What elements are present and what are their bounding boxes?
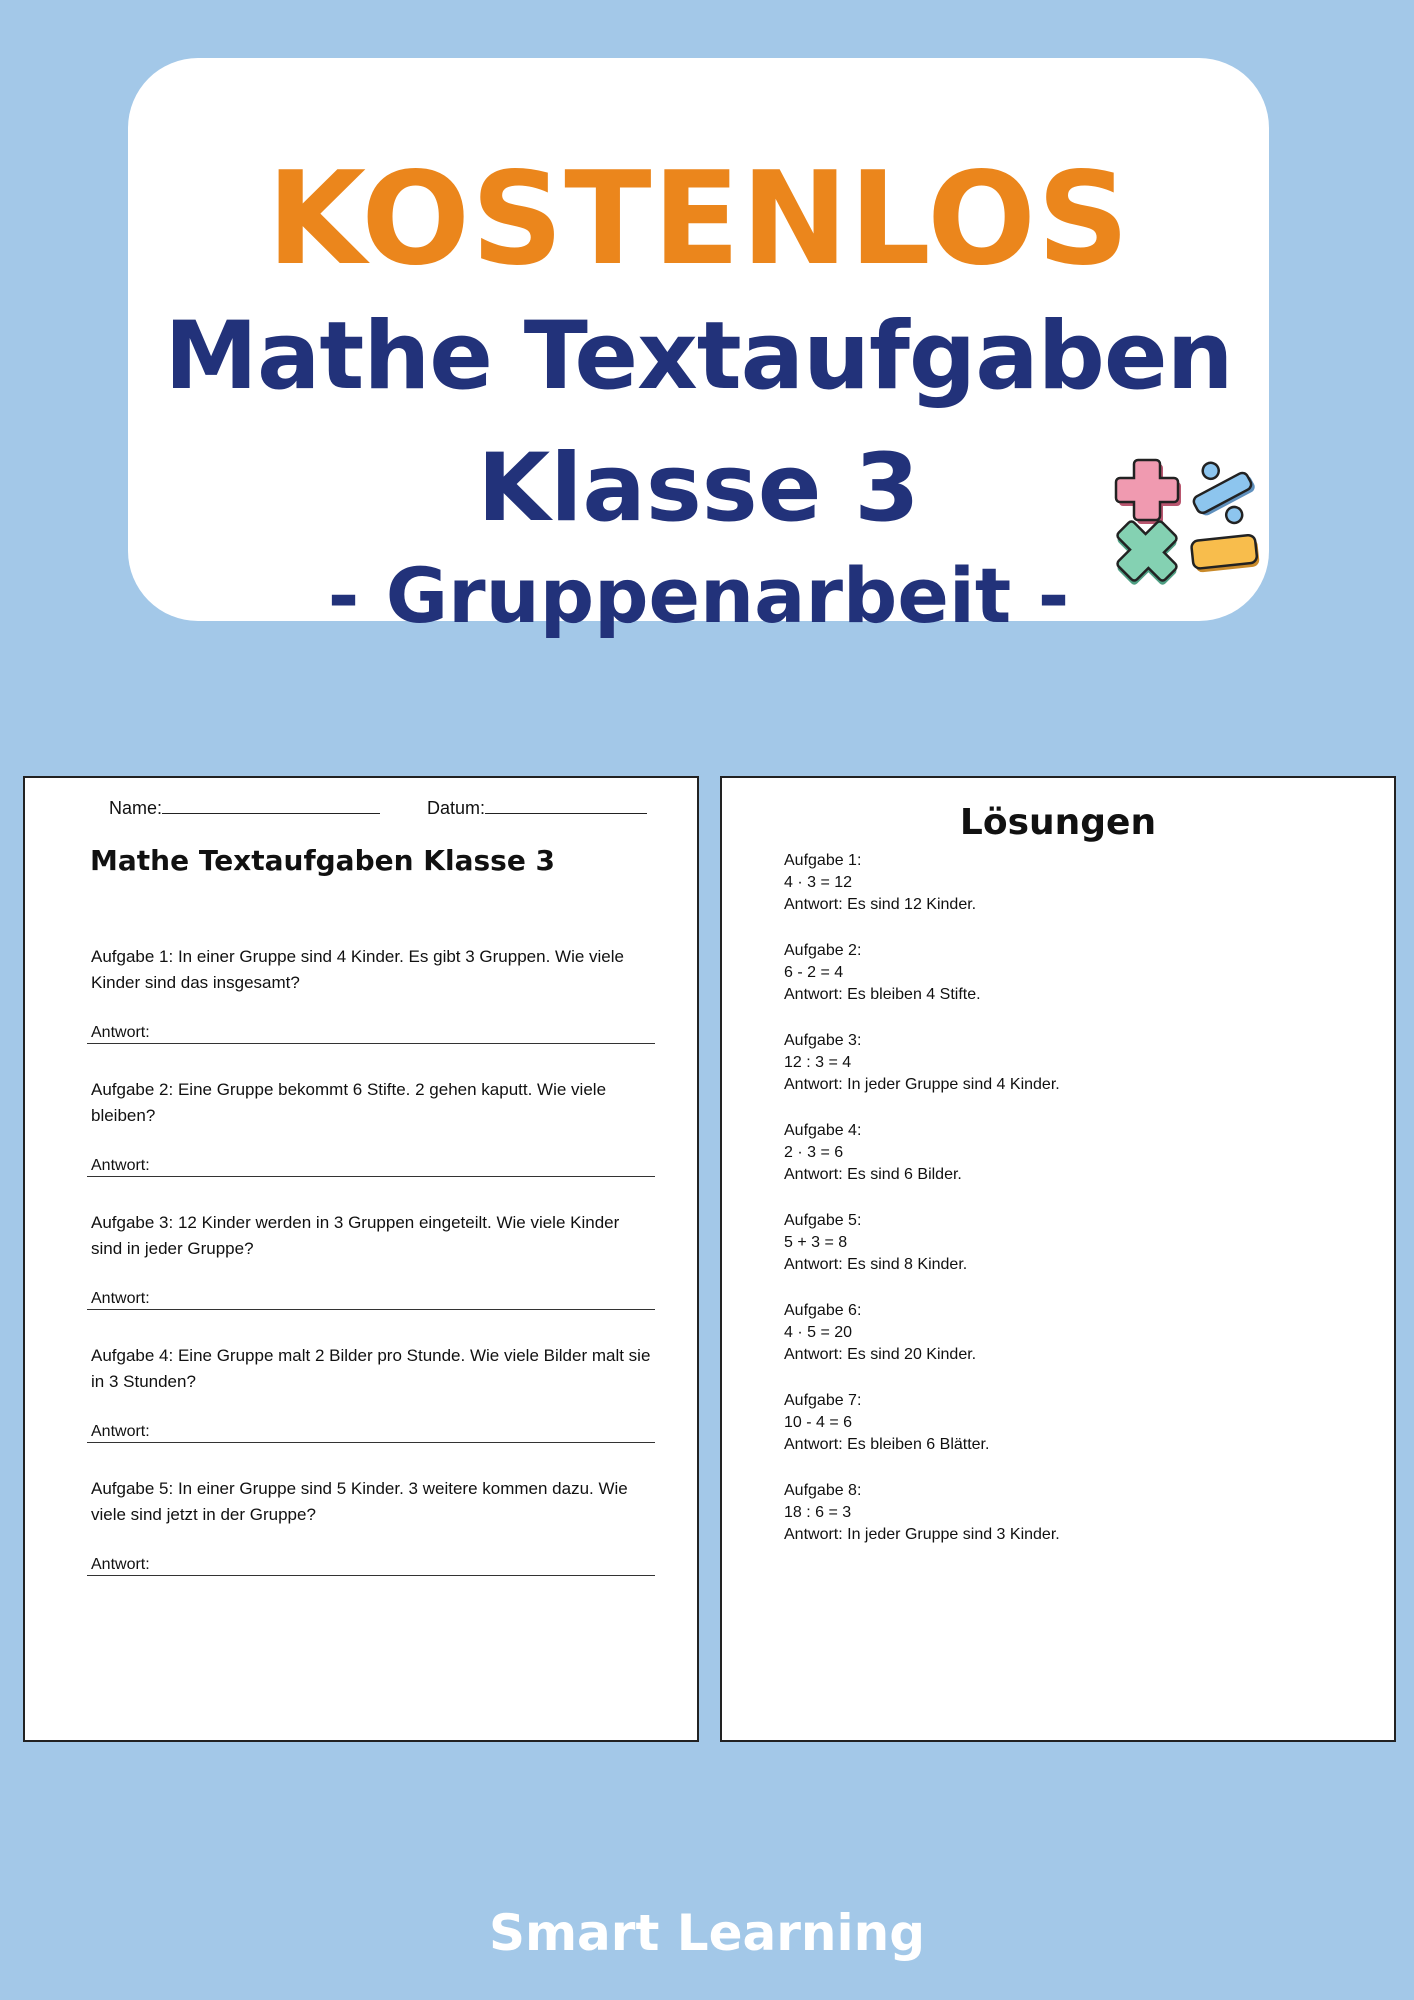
name-label: Name: xyxy=(109,798,163,818)
solution-5 xyxy=(784,1210,967,1276)
solution-4 xyxy=(784,1120,962,1186)
solution-answer: Antwort: Es sind 12 Kinder. xyxy=(784,896,977,913)
worksheet-page xyxy=(23,776,699,1742)
subtitle: - Gruppenarbeit - xyxy=(327,551,1070,640)
solution-calc: 18 : 6 = 3 xyxy=(784,1504,852,1521)
solution-6 xyxy=(784,1300,976,1366)
date-label: Datum: xyxy=(427,798,486,818)
solution-answer: Antwort: Es bleiben 6 Blätter. xyxy=(784,1436,990,1453)
solution-calc: 2 · 3 = 6 xyxy=(784,1144,844,1161)
answer-line-2[interactable]: Antwort: xyxy=(87,1157,655,1177)
header-card xyxy=(128,58,1269,640)
worksheet-title: Mathe Textaufgaben Klasse 3 xyxy=(90,844,556,877)
answer-line-3[interactable]: Antwort: xyxy=(87,1290,655,1310)
math-operators-icon xyxy=(1112,452,1260,588)
answer-line-4[interactable]: Antwort: xyxy=(87,1423,655,1443)
solution-label: Aufgabe 7: xyxy=(784,1392,862,1409)
solution-answer: Antwort: Es bleiben 4 Stifte. xyxy=(784,986,981,1003)
solutions-title: Lösungen xyxy=(959,802,1157,843)
solution-calc: 4 · 3 = 12 xyxy=(784,874,853,891)
solution-calc: 10 - 4 = 6 xyxy=(784,1414,853,1431)
solution-2 xyxy=(784,940,981,1006)
solution-answer: Antwort: Es sind 8 Kinder. xyxy=(784,1256,968,1273)
grade-title: Klasse 3 xyxy=(477,434,920,543)
solution-answer: Antwort: Es sind 6 Bilder. xyxy=(784,1166,962,1183)
solution-label: Aufgabe 1: xyxy=(784,852,862,869)
task-1: Aufgabe 1: In einer Gruppe sind 4 Kinder. Es gibt 3 Gruppen. Wie viele Kinder sind das insgesamt? xyxy=(91,947,624,992)
solution-label: Aufgabe 2: xyxy=(784,942,862,959)
solution-label: Aufgabe 6: xyxy=(784,1302,862,1319)
name-date-row xyxy=(109,798,647,819)
solution-1 xyxy=(784,850,976,916)
task-5: Aufgabe 5: In einer Gruppe sind 5 Kinder. 3 weitere kommen dazu. Wie viele sind jetzt in der Gruppe? xyxy=(91,1479,628,1524)
task-2: Aufgabe 2: Eine Gruppe bekommt 6 Stifte. 2 gehen kaputt. Wie viele bleiben? xyxy=(91,1080,607,1125)
solutions-page xyxy=(720,776,1396,1742)
solution-calc: 5 + 3 = 8 xyxy=(784,1234,848,1251)
solution-8 xyxy=(784,1480,1060,1546)
solution-3 xyxy=(784,1030,1060,1096)
solution-label: Aufgabe 4: xyxy=(784,1122,862,1139)
solution-answer: Antwort: Es sind 20 Kinder. xyxy=(784,1346,977,1363)
date-line[interactable] xyxy=(485,812,647,814)
answer-line-5[interactable]: Antwort: xyxy=(87,1556,655,1576)
solution-label: Aufgabe 3: xyxy=(784,1032,862,1049)
task-4: Aufgabe 4: Eine Gruppe malt 2 Bilder pro Stunde. Wie viele Bilder malt sie in 3 Stunden? xyxy=(91,1346,651,1391)
name-line[interactable] xyxy=(162,812,380,814)
task-3: Aufgabe 3: 12 Kinder werden in 3 Gruppen eingeteilt. Wie viele Kinder sind in jeder Gruppe? xyxy=(91,1213,620,1258)
solution-answer: Antwort: In jeder Gruppe sind 4 Kinder. xyxy=(784,1076,1060,1093)
solution-7 xyxy=(784,1390,989,1456)
solution-calc: 6 - 2 = 4 xyxy=(784,964,844,981)
solution-calc: 4 · 5 = 20 xyxy=(784,1324,853,1341)
brand-footer: Smart Learning xyxy=(488,1904,926,1962)
solution-answer: Antwort: In jeder Gruppe sind 3 Kinder. xyxy=(784,1526,1060,1543)
solution-calc: 12 : 3 = 4 xyxy=(784,1054,852,1071)
solution-label: Aufgabe 8: xyxy=(784,1482,862,1499)
free-badge-title: KOSTENLOS xyxy=(266,145,1131,294)
page-title: Mathe Textaufgaben xyxy=(164,302,1233,411)
answer-line-1[interactable]: Antwort: xyxy=(87,1024,655,1044)
solution-label: Aufgabe 5: xyxy=(784,1212,862,1229)
